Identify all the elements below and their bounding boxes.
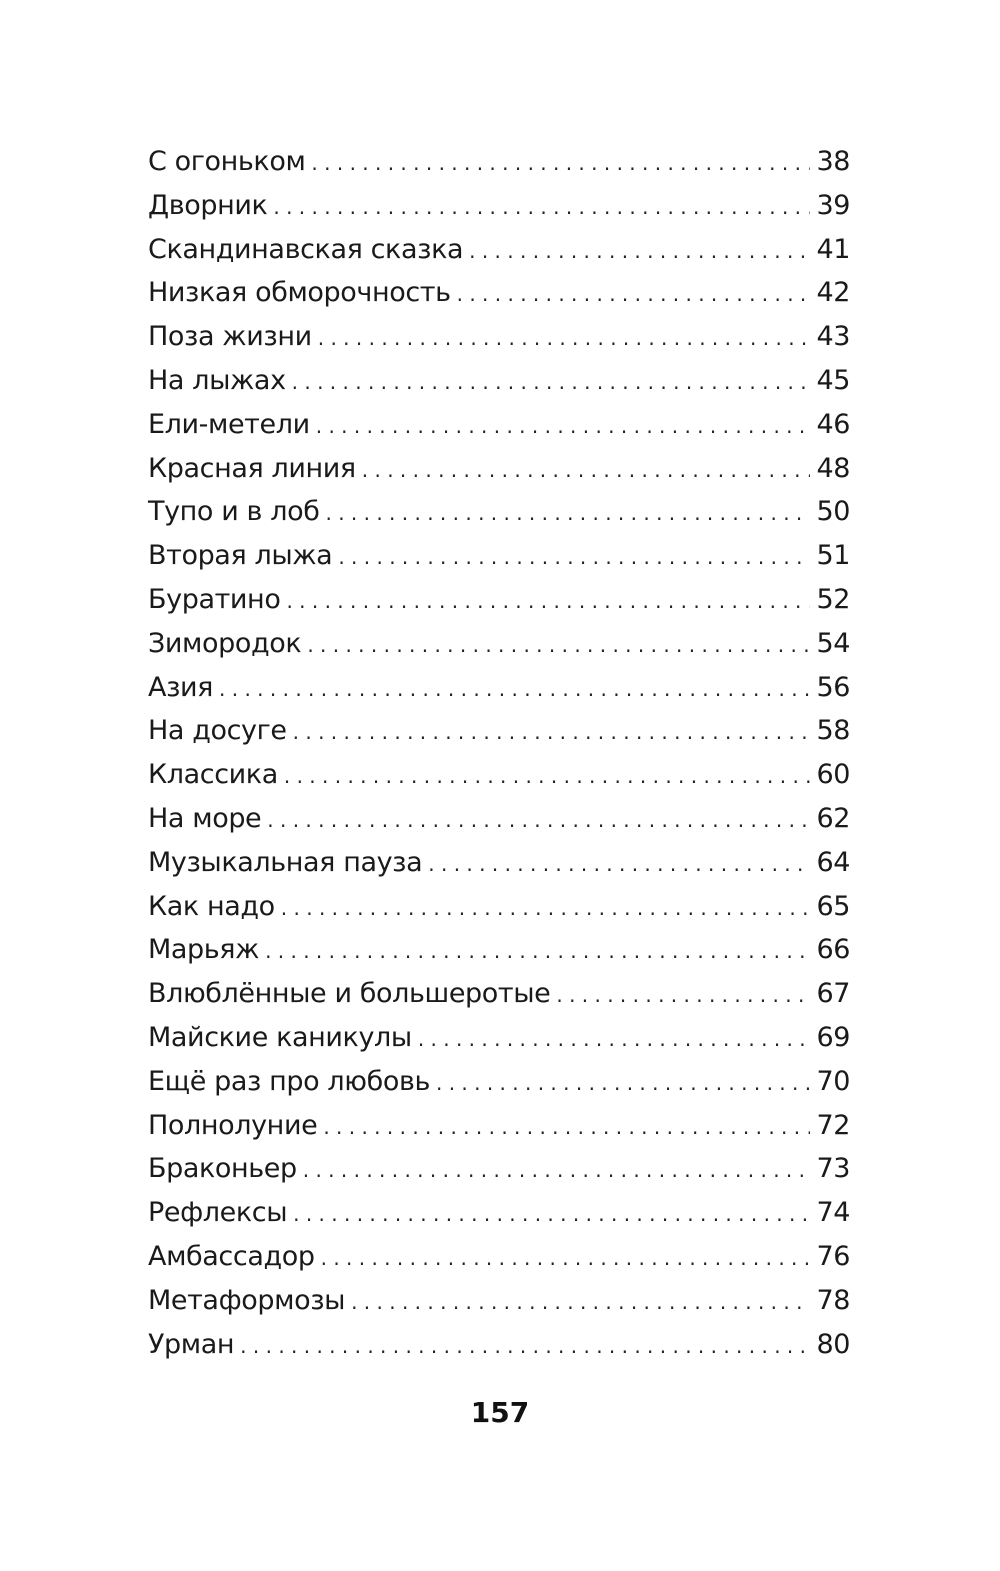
toc-entry-title: Классика bbox=[148, 759, 278, 791]
toc-entry-title: Музыкальная пауза bbox=[148, 846, 423, 878]
dot-leader bbox=[556, 972, 810, 1018]
toc-entry bbox=[148, 622, 850, 666]
toc-entry-page: 78 bbox=[816, 1284, 850, 1316]
dot-leader bbox=[436, 1060, 810, 1106]
toc-entry-title: Зимородок bbox=[148, 627, 302, 659]
toc-entry-title: Скандинавская сказка bbox=[148, 233, 464, 265]
toc-entry bbox=[148, 1016, 850, 1060]
toc-entry-page: 66 bbox=[816, 934, 850, 966]
toc-entry bbox=[148, 228, 850, 272]
toc-entry-title: На лыжах bbox=[148, 364, 286, 396]
dot-leader bbox=[273, 184, 810, 230]
dot-leader bbox=[428, 841, 810, 887]
toc-entry-title: Низкая обморочность bbox=[148, 277, 451, 309]
toc-entry-page: 64 bbox=[816, 846, 850, 878]
toc-entry bbox=[148, 841, 850, 885]
toc-entry bbox=[148, 184, 850, 228]
toc-entry bbox=[148, 666, 850, 710]
dot-leader bbox=[316, 403, 811, 449]
toc-entry-title: Майские каникулы bbox=[148, 1021, 412, 1053]
toc-entry bbox=[148, 578, 850, 622]
toc-entry-page: 54 bbox=[816, 627, 850, 659]
toc-entry-page: 48 bbox=[816, 452, 850, 484]
dot-leader bbox=[219, 666, 810, 712]
toc-entry bbox=[148, 490, 850, 534]
toc-entry-page: 80 bbox=[816, 1328, 850, 1360]
page-number: 157 bbox=[470, 1396, 530, 1429]
toc-entry-page: 45 bbox=[816, 364, 850, 396]
toc-entry-title: Марьяж bbox=[148, 934, 260, 966]
toc-entry-title: Азия bbox=[148, 671, 214, 703]
dot-leader bbox=[338, 534, 810, 580]
dot-leader bbox=[325, 490, 810, 536]
dot-leader bbox=[303, 1147, 811, 1193]
dot-leader bbox=[457, 271, 811, 317]
toc-entry-title: Метаформозы bbox=[148, 1284, 346, 1316]
toc-entry-title: Браконьер bbox=[148, 1153, 297, 1185]
toc-entry-title: Ели-метели bbox=[148, 408, 310, 440]
toc-entry bbox=[148, 1060, 850, 1104]
dot-leader bbox=[318, 315, 811, 361]
toc-entry-page: 74 bbox=[816, 1197, 850, 1229]
dot-leader bbox=[418, 1016, 811, 1062]
dot-leader bbox=[240, 1323, 810, 1369]
dot-leader bbox=[307, 622, 810, 668]
toc-entry-page: 46 bbox=[816, 408, 850, 440]
dot-leader bbox=[286, 578, 810, 624]
toc-entry bbox=[148, 140, 850, 184]
toc-entry-page: 52 bbox=[816, 583, 850, 615]
toc-entry-page: 58 bbox=[816, 715, 850, 747]
toc-entry-title: Дворник bbox=[148, 189, 268, 221]
dot-leader bbox=[469, 228, 810, 274]
dot-leader bbox=[323, 1104, 810, 1150]
toc-entry-page: 50 bbox=[816, 496, 850, 528]
toc-entry-page: 56 bbox=[816, 671, 850, 703]
toc-entry-page: 41 bbox=[816, 233, 850, 265]
dot-leader bbox=[293, 709, 811, 755]
toc-entry-page: 43 bbox=[816, 321, 850, 353]
toc-entry-page: 70 bbox=[816, 1065, 850, 1097]
toc-entry bbox=[148, 315, 850, 359]
toc-entry-page: 42 bbox=[816, 277, 850, 309]
dot-leader bbox=[321, 1235, 811, 1281]
table-of-contents bbox=[148, 140, 850, 1366]
dot-leader bbox=[265, 928, 810, 974]
toc-entry-title: Красная линия bbox=[148, 452, 356, 484]
toc-entry bbox=[148, 753, 850, 797]
toc-entry-title: Как надо bbox=[148, 890, 275, 922]
toc-entry-title: Тупо и в лоб bbox=[148, 496, 320, 528]
toc-entry-page: 73 bbox=[816, 1153, 850, 1185]
toc-entry bbox=[148, 1279, 850, 1323]
toc-entry-page: 51 bbox=[816, 540, 850, 572]
dot-leader bbox=[362, 447, 811, 493]
toc-entry bbox=[148, 972, 850, 1016]
toc-entry bbox=[148, 797, 850, 841]
dot-leader bbox=[293, 1191, 810, 1237]
toc-entry-page: 72 bbox=[816, 1109, 850, 1141]
toc-entry-title: Вторая лыжа bbox=[148, 540, 333, 572]
toc-entry bbox=[148, 1191, 850, 1235]
toc-entry-page: 67 bbox=[816, 978, 850, 1010]
toc-entry bbox=[148, 885, 850, 929]
dot-leader bbox=[284, 753, 811, 799]
toc-entry-title: На досуге bbox=[148, 715, 287, 747]
toc-entry-page: 62 bbox=[816, 802, 850, 834]
toc-entry-page: 38 bbox=[816, 146, 850, 177]
toc-entry-title: Полнолуние bbox=[148, 1109, 318, 1141]
dot-leader bbox=[292, 359, 811, 405]
toc-entry bbox=[148, 709, 850, 753]
toc-entry-title: С огоньком bbox=[148, 146, 306, 177]
toc-entry-page: 39 bbox=[816, 189, 850, 221]
toc-entry-title: Амбассадор bbox=[148, 1240, 315, 1272]
toc-entry-title: Ещё раз про любовь bbox=[148, 1065, 430, 1097]
toc-entry bbox=[148, 403, 850, 447]
toc-entry bbox=[148, 1147, 850, 1191]
toc-entry-page: 60 bbox=[816, 759, 850, 791]
toc-entry bbox=[148, 1235, 850, 1279]
toc-entry bbox=[148, 534, 850, 578]
toc-entry bbox=[148, 447, 850, 491]
toc-entry bbox=[148, 928, 850, 972]
toc-entry bbox=[148, 359, 850, 403]
toc-entry bbox=[148, 1323, 850, 1367]
toc-entry-title: Влюблённые и большеротые bbox=[148, 978, 551, 1010]
toc-entry-page: 69 bbox=[816, 1021, 850, 1053]
dot-leader bbox=[351, 1279, 810, 1325]
toc-entry-page: 76 bbox=[816, 1240, 850, 1272]
toc-entry bbox=[148, 271, 850, 315]
dot-leader bbox=[281, 885, 811, 931]
toc-entry-title: Рефлексы bbox=[148, 1197, 288, 1229]
toc-entry-title: Урман bbox=[148, 1328, 235, 1360]
dot-leader bbox=[311, 140, 810, 186]
dot-leader bbox=[267, 797, 810, 843]
toc-entry bbox=[148, 1104, 850, 1148]
toc-entry-title: Поза жизни bbox=[148, 321, 312, 353]
toc-entry-title: На море bbox=[148, 802, 262, 834]
toc-entry-title: Буратино bbox=[148, 583, 281, 615]
toc-entry-page: 65 bbox=[816, 890, 850, 922]
